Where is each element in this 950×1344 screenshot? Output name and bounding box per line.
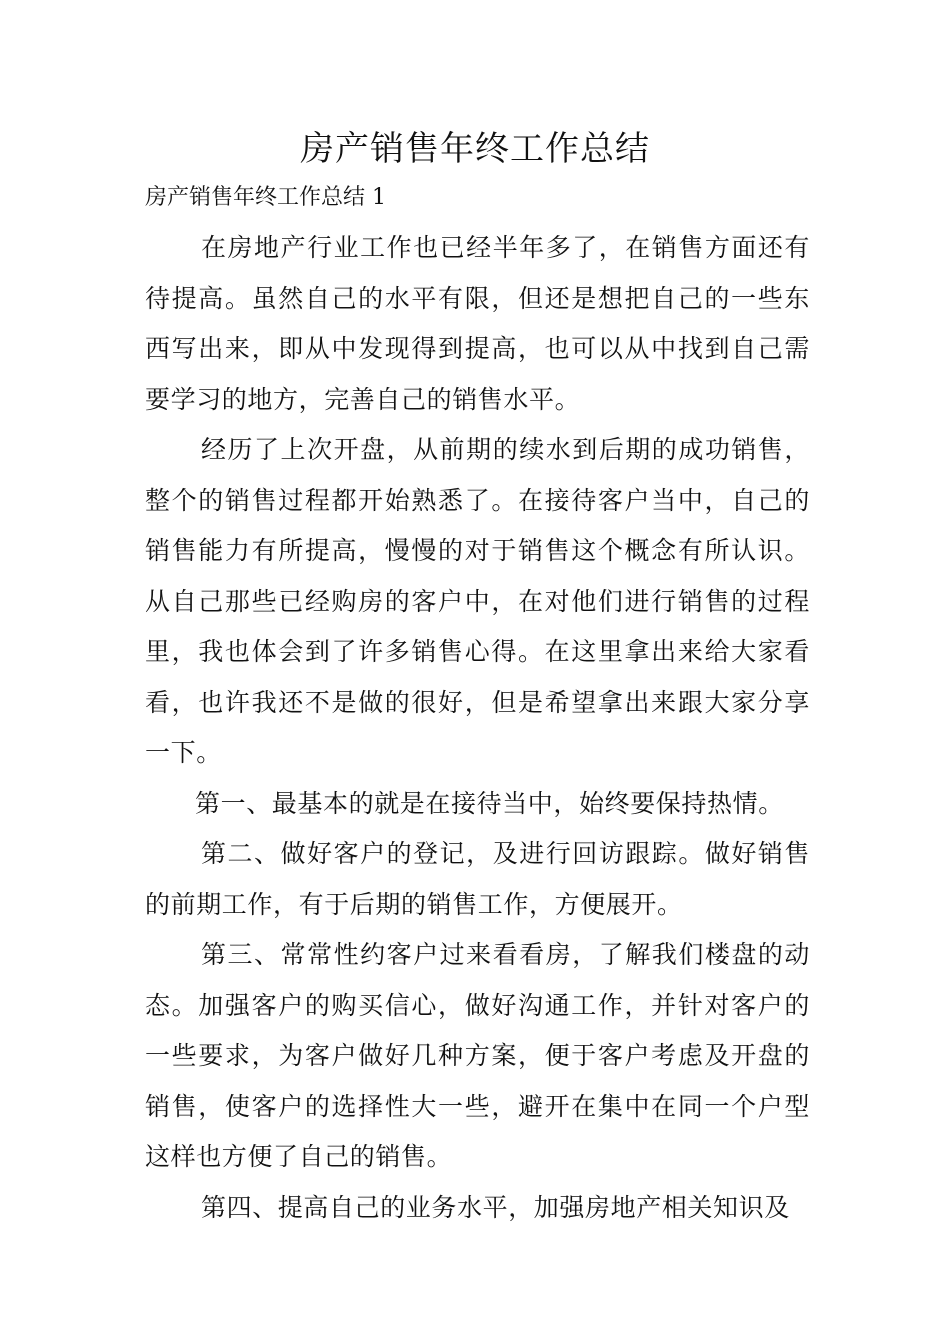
document-subtitle: 房产销售年终工作总结 1: [145, 185, 386, 210]
paragraph-intro: 在房地产行业工作也已经半年多了，在销售方面还有待提高。虽然自己的水平有限，但还是想把自己的一些东西写出来，即从中发现得到提高，也可以从中找到自己需要学习的地方，完善自己的销售水平。: [145, 233, 810, 414]
document-title: 房产销售年终工作总结: [300, 129, 650, 169]
paragraph-point-1: 第一、最基本的就是在接待当中，始终要保持热情。: [195, 788, 784, 818]
paragraph-experience: 经历了上次开盘，从前期的续水到后期的成功销售，整个的销售过程都开始熟悉了。在接待客户当中，自己的销售能力有所提高，慢慢的对于销售这个概念有所认识。从自己那些已经购房的客户中，在对他们进行销售的过程里，我也体会到了许多销售心得。在这里拿出来给大家看看，也许我还不是做的很好，但是希望拿出来跟大家分享一下。: [145, 435, 810, 767]
paragraph-point-3: 第三、常常性约客户过来看看房，了解我们楼盘的动态。加强客户的购买信心，做好沟通工作，并针对客户的一些要求，为客户做好几种方案，便于客户考虑及开盘的销售，使客户的选择性大一些，避开在集中在同一个户型这样也方便了自己的销售。: [145, 940, 810, 1171]
paragraph-point-4: 第四、提高自己的业务水平，加强房地产相关知识及: [201, 1192, 790, 1222]
paragraph-point-2: 第二、做好客户的登记，及进行回访跟踪。做好销售的前期工作，有于后期的销售工作，方便展开。: [145, 839, 810, 919]
document-body: [145, 223, 810, 1233]
